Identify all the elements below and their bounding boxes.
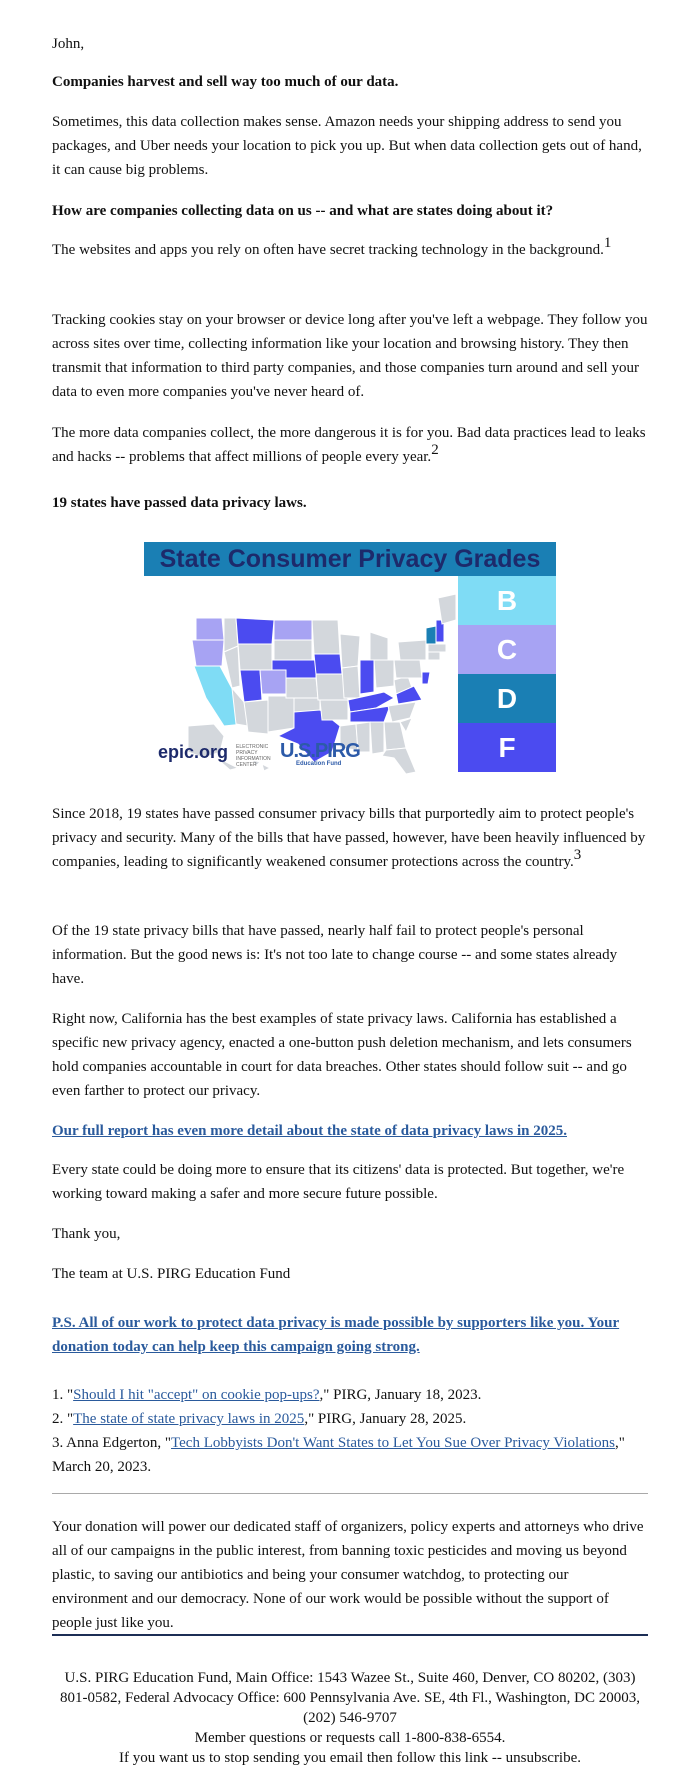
report-link[interactable]: Our full report has even more detail about the state of data privacy laws in 2025. <box>52 1123 567 1139</box>
reference-item: 1. "Should I hit "accept" on cookie pop-ups?," PIRG, January 18, 2023. <box>52 1387 482 1403</box>
footer-member-line: Member questions or requests call 1-800-838-6554. <box>194 1730 506 1746</box>
grade-d: D <box>458 674 556 723</box>
paragraph-california: Right now, California has the best examples of state privacy laws. California has established a specific new privacy agency, enacted a one-button push deletion mechanism, and lets consumers hold companies accountable in court for data breaches. Other states should follow suit -- and go even farther to protect our privacy. <box>52 1011 632 1099</box>
ps-link-wrap <box>52 1311 648 1359</box>
reference-item: 3. Anna Edgerton, "Tech Lobbyists Don't Want States to Let You Sue Over Privacy Violations," March 20, 2023. <box>52 1435 625 1475</box>
paragraph-cookies: Tracking cookies stay on your browser or device long after you've left a webpage. They follow you across sites over time, collecting information like your location and browsing history. They then transmit that information to third party companies, and those companies turn around and sell your data to even more companies you've never heard of. <box>52 312 648 400</box>
grade-b: B <box>458 576 556 625</box>
paragraph-intro: Sometimes, this data collection makes sense. Amazon needs your shipping address to send you packages, and Uber needs your location to pick you up. But when data collection gets out of hand, it can cause big problems. <box>52 114 642 178</box>
graphic-logos <box>158 740 458 770</box>
greeting: John, <box>52 36 85 52</box>
report-link-wrap <box>52 1119 648 1143</box>
paragraph-every-state: Every state could be doing more to ensure that its citizens' data is protected. But together, we're working toward making a safer and more secure future possible. <box>52 1162 625 1202</box>
pirg-logo: U.S.PIRG <box>280 740 360 762</box>
paragraph-danger: The more data companies collect, the more dangerous it is for you. Bad data practices lead to leaks and hacks -- problems that affect millions of people every year.$^2$ <box>52 425 646 465</box>
ps-donation-link[interactable]: P.S. All of our work to protect data privacy is made possible by supporters like you. Your donation today can help keep this campaign going strong. <box>52 1315 620 1355</box>
thanks: Thank you, <box>52 1226 121 1242</box>
reference-link-2[interactable]: The state of state privacy laws in 2025 <box>73 1411 305 1427</box>
signoff: The team at U.S. PIRG Education Fund <box>52 1266 291 1282</box>
heading-how-collecting: How are companies collecting data on us -- and what are states doing about it? <box>52 203 554 219</box>
heading-harvest: Companies harvest and sell way too much of our data. <box>52 74 399 90</box>
paragraph-donation-power: Your donation will power our dedicated staff of organizers, policy experts and attorneys who drive all of our campaigns in the public interest, from banning toxic pesticides and moving us beyond plastic, to saving our antibiotics and being your consumer watchdog, to protecting our environment and our democracy. None of our work would be possible without the support of people just like you. <box>52 1519 644 1631</box>
epic-logo-subtitle: ELECTRONIC PRIVACY INFORMATION CENTER <box>236 744 271 768</box>
grade-legend <box>458 576 556 774</box>
footnote-2: 2 <box>431 442 439 458</box>
heading-19-states: 19 states have passed data privacy laws. <box>52 495 307 511</box>
divider <box>52 1493 648 1494</box>
unsubscribe-link[interactable]: If you want us to stop sending you email then follow this link -- unsubscribe. <box>118 1750 582 1766</box>
reference-link-1[interactable]: Should I hit "accept" on cookie pop-ups? <box>73 1387 320 1403</box>
footer-address: U.S. PIRG Education Fund, Main Office: 1543 Wazee St., Suite 460, Denver, CO 80202, (303) 801-0582, Federal Advocacy Office: 600 Pennsylvania Ave. SE, 4th Fl., Washington, DC 20003, (202) 546-9707 <box>60 1670 640 1726</box>
email-footer <box>55 1668 645 1768</box>
references-list <box>52 1383 648 1479</box>
privacy-grades-graphic <box>144 542 556 774</box>
grade-c: C <box>458 625 556 674</box>
paragraph-since-2018: Since 2018, 19 states have passed consumer privacy bills that purportedly aim to protect people's privacy and security. Many of the bills that have passed, however, have been heavily influenced by companies, leading to significantly weakened consumer protections across the country.$^3$ <box>52 806 646 870</box>
reference-item: 2. "The state of state privacy laws in 2025," PIRG, January 28, 2025. <box>52 1411 467 1427</box>
pirg-logo-subtitle: Education Fund <box>296 761 342 767</box>
reference-link-3[interactable]: Tech Lobbyists Don't Want States to Let You Sue Over Privacy Violations <box>171 1435 615 1451</box>
paragraph-nearly-half: Of the 19 state privacy bills that have passed, nearly half fail to protect people's personal information. But the good news is: It's not too late to change course -- and some states already have. <box>52 923 618 987</box>
footnote-1: 1 <box>603 235 612 251</box>
footer-divider <box>52 1634 648 1636</box>
paragraph-tracking-tech: The websites and apps you rely on often have secret tracking technology in the background.$^1$ <box>52 235 612 258</box>
graphic-title: State Consumer Privacy Grades <box>144 542 556 576</box>
grade-f: F <box>458 723 556 772</box>
footnote-3: 3 <box>573 847 582 863</box>
epic-logo: epic.org <box>158 742 229 762</box>
